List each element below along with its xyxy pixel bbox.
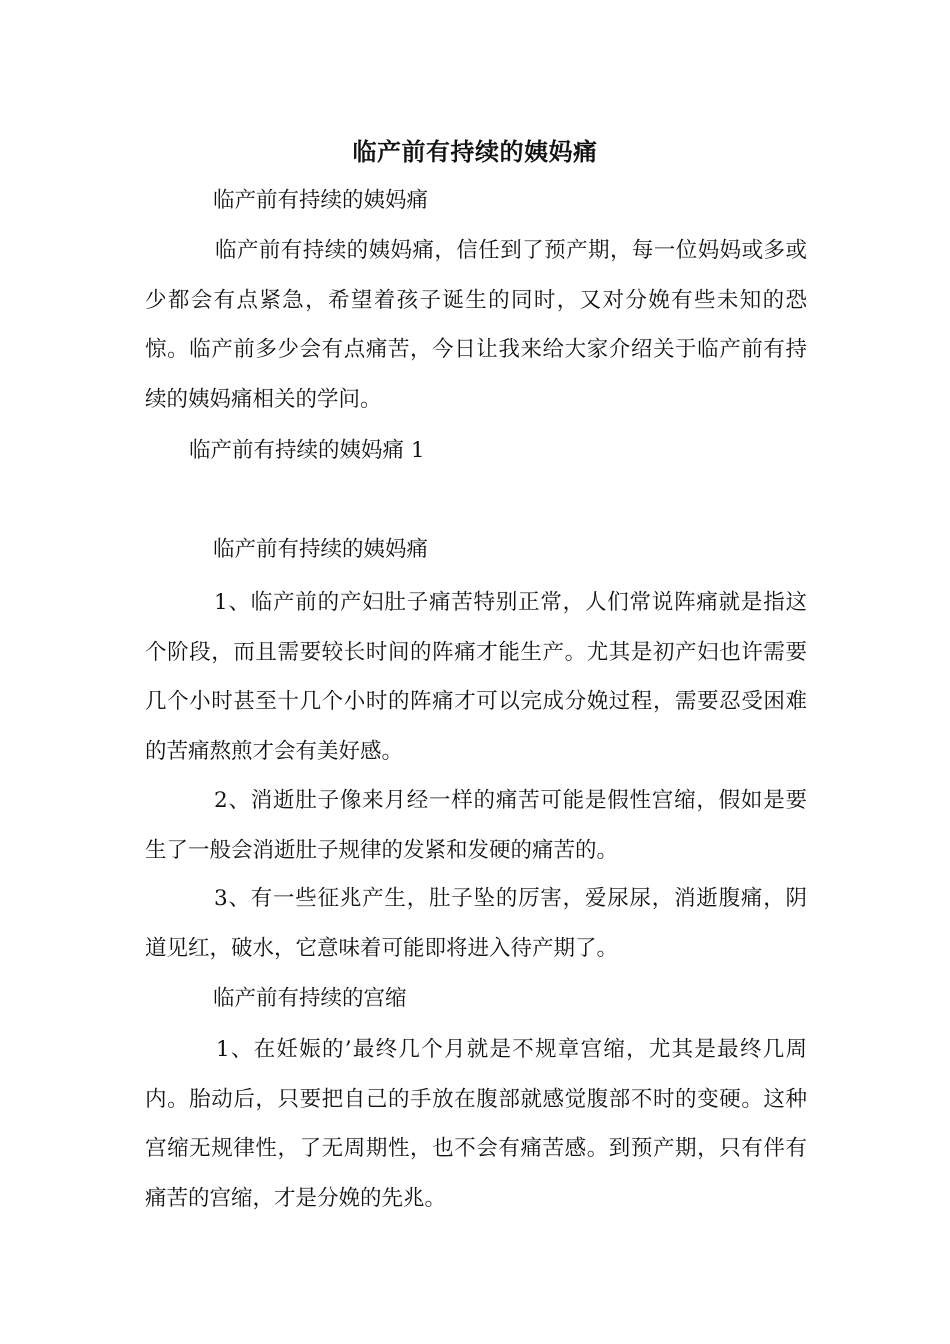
document-title: 临产前有持续的姨妈痛: [352, 137, 598, 166]
section-heading-1: 临产前有持续的姨妈痛 1: [189, 438, 425, 463]
list-item-2: 2、消逝肚子像来月经一样的痛苦可能是假性宫缩，假如是要生了一般会消逝肚子规律的发紧和发硬的痛苦的。: [145, 788, 807, 863]
document-subtitle: 临产前有持续的姨妈痛: [213, 188, 429, 213]
section-subheading-1: 临产前有持续的姨妈痛: [213, 537, 429, 562]
list-item-4: 1、在妊娠的’最终几个月就是不规章宫缩，尤其是最终几周内。胎动后，只要把自己的手放在腹部就感觉腹部不时的变硬。这种宫缩无规律性，了无周期性，也不会有痛苦感。到预产期，只有伴有痛苦的宫缩，才是分娩的先兆。: [145, 1037, 807, 1211]
section-heading-2: 临产前有持续的宫缩: [213, 986, 407, 1011]
intro-paragraph: 临产前有持续的姨妈痛，信任到了预产期，每一位妈妈或多或少都会有点紧急，希望着孩子诞生的同时，又对分娩有些未知的恐惊。临产前多少会有点痛苦，今日让我来给大家介绍关于临产前有持续的姨妈痛相关的学问。: [145, 238, 807, 412]
list-item-1: 1、临产前的产妇肚子痛苦特别正常，人们常说阵痛就是指这个阶段，而且需要较长时间的阵痛才能生产。尤其是初产妇也许需要几个小时甚至十几个小时的阵痛才可以完成分娩过程，需要忍受困难的苦痛熬煎才会有美好感。: [145, 590, 807, 764]
list-item-3: 3、有一些征兆产生，肚子坠的厉害，爱尿尿，消逝腹痛，阴道见红，破水，它意味着可能即将进入待产期了。: [145, 886, 807, 961]
